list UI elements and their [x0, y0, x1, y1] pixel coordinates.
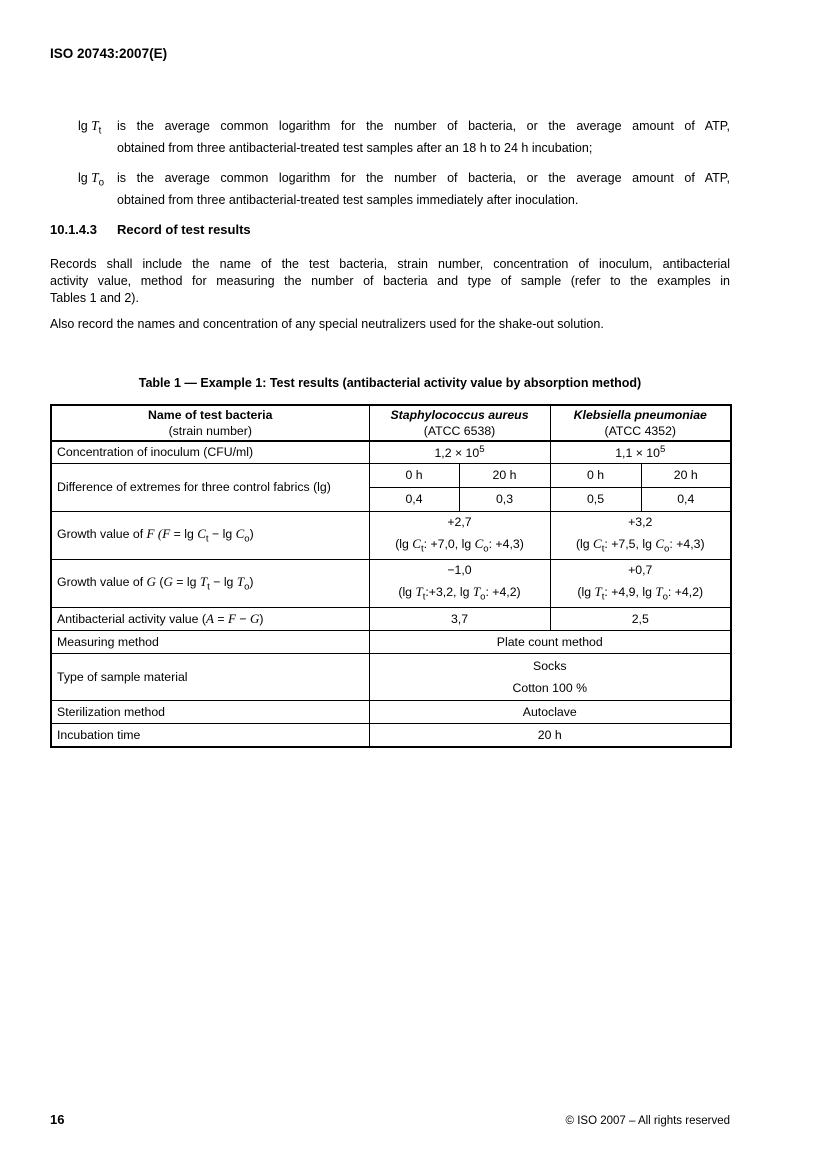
growth-f-staph-value: +2,7 — [447, 514, 472, 529]
growth-f-staph-detail: (lg $C_t$: +7,0, $\lg C_o$: +4,3) — [395, 535, 524, 554]
definition-term-lg-Tt: $\lg T_t$ — [78, 118, 102, 137]
sterilization-value: Autoclave — [369, 701, 731, 724]
row-concentration — [51, 441, 731, 463]
sample-label: Type of sample material — [51, 654, 369, 701]
header-bacteria-title: Name of test bacteria — [148, 408, 273, 422]
table-caption: Table 1 — Example 1: Test results (antibacterial activity value by absorption method) — [138, 376, 642, 390]
growth-g-klebs — [550, 559, 731, 607]
header-cell-staph — [369, 405, 550, 441]
definition-line: is the average common logarithm for the number of bacteria, or the average amount of ATP, — [117, 171, 730, 185]
growth-g-staph — [369, 559, 550, 607]
page-number: 16 — [50, 1112, 65, 1127]
difference-time-staph-20h: 20 h — [459, 463, 550, 487]
sterilization-label: Sterilization method — [51, 701, 369, 724]
growth-f-klebs — [550, 511, 731, 559]
header-bacteria-subtitle: (strain number) — [168, 424, 252, 438]
copyright-notice: © ISO 2007 – All rights reserved — [565, 1115, 730, 1127]
section-title: Record of test results — [117, 222, 251, 237]
row-growth-f — [51, 511, 731, 559]
growth-g-label: Growth value of G $(G = \lg T_t - \lg T_o)$ — [51, 559, 369, 607]
measuring-label: Measuring method — [51, 631, 369, 654]
difference-time-klebs-20h: 20 h — [641, 463, 731, 487]
paragraph-line: activity value, method for measuring the number of bacteria and type of sample (refer to the examples in — [50, 274, 730, 288]
sample-value — [369, 654, 731, 701]
definition-lg-Tt — [50, 115, 730, 159]
difference-value-staph-0h: 0,4 — [369, 487, 459, 511]
growth-g-staph-value: −1,0 — [447, 562, 472, 577]
definition-term-lg-To: $\lg T_o$ — [78, 170, 105, 189]
row-sample — [51, 654, 731, 701]
table-1 — [50, 404, 732, 748]
paragraph-also-record: Also record the names and concentration of any special neutralizers used for the shake-out solution. — [50, 317, 604, 331]
growth-f-klebs-detail: (lg $C_t$: +7,5, $\lg C_o$: +4,3) — [575, 535, 705, 554]
difference-time-staph-0h: 0 h — [369, 463, 459, 487]
difference-value-staph-20h: 0,3 — [459, 487, 550, 511]
section-heading — [50, 222, 251, 237]
growth-g-klebs-detail: (lg $T_t$: +4,9, $\lg T_o$: +4,2) — [577, 583, 704, 603]
definition-lg-To — [50, 167, 730, 211]
sample-line-2: Cotton 100 % — [512, 681, 588, 696]
header-cell-klebs — [550, 405, 731, 441]
difference-value-klebs-0h: 0,5 — [550, 487, 641, 511]
definition-line: obtained from three antibacterial-treated test samples after an 18 h to 24 h incubation; — [117, 141, 593, 155]
definition-text-lg-Tt — [117, 115, 730, 159]
section-number: 10.1.4.3 — [50, 222, 97, 237]
activity-staph: 3,7 — [369, 608, 550, 631]
row-difference-times — [51, 463, 731, 487]
difference-value-klebs-20h: 0,4 — [641, 487, 731, 511]
definition-line: is the average common logarithm for the number of bacteria, or the average amount of ATP, — [117, 119, 730, 133]
page-footer — [50, 1112, 730, 1127]
staph-strain: (ATCC 6538) — [423, 424, 496, 438]
header-cell-bacteria — [51, 405, 369, 441]
growth-f-label: Growth value of F $(F = \lg C_t - \lg C_o)$ — [51, 511, 369, 559]
growth-f-staph — [369, 511, 550, 559]
document-id: ISO 20743:2007(E) — [50, 46, 168, 61]
growth-f-klebs-value: +3,2 — [628, 514, 653, 529]
definition-line: obtained from three antibacterial-treated test samples immediately after inoculation. — [117, 193, 579, 207]
growth-g-klebs-value: +0,7 — [628, 562, 653, 577]
row-measuring — [51, 631, 731, 654]
activity-label: Antibacterial activity value (A = F − G) — [51, 608, 369, 631]
activity-klebs: 2,5 — [550, 608, 731, 631]
incubation-value: 20 h — [369, 724, 731, 747]
klebs-strain: (ATCC 4352) — [604, 424, 677, 438]
paragraph-line: Tables 1 and 2). — [50, 291, 139, 305]
row-growth-g — [51, 559, 731, 607]
definition-text-lg-To — [117, 167, 730, 211]
concentration-staph: $1,2 \times 10^5$ — [369, 441, 550, 463]
staph-name: Staphylococcus aureus — [390, 408, 529, 422]
difference-label: Difference of extremes for three control fabrics (lg) — [51, 463, 369, 511]
row-activity — [51, 608, 731, 631]
table-header-row — [51, 405, 731, 441]
concentration-klebs: $1,1 \times 10^5$ — [550, 441, 731, 463]
klebs-name: Klebsiella pneumoniae — [573, 408, 707, 422]
row-incubation — [51, 724, 731, 747]
measuring-value: Plate count method — [369, 631, 731, 654]
incubation-label: Incubation time — [51, 724, 369, 747]
growth-g-staph-detail: (lg $T_t:+3,2$, $\lg T_o$: +4,2) — [398, 583, 521, 603]
concentration-label: Concentration of inoculum (CFU/ml) — [51, 441, 369, 463]
paragraph-line: Records shall include the name of the test bacteria, strain number, concentration of inoculum, antibacterial — [50, 257, 730, 271]
paragraph-records — [50, 256, 730, 307]
sample-line-1: Socks — [533, 659, 567, 674]
difference-time-klebs-0h: 0 h — [550, 463, 641, 487]
row-sterilization — [51, 701, 731, 724]
